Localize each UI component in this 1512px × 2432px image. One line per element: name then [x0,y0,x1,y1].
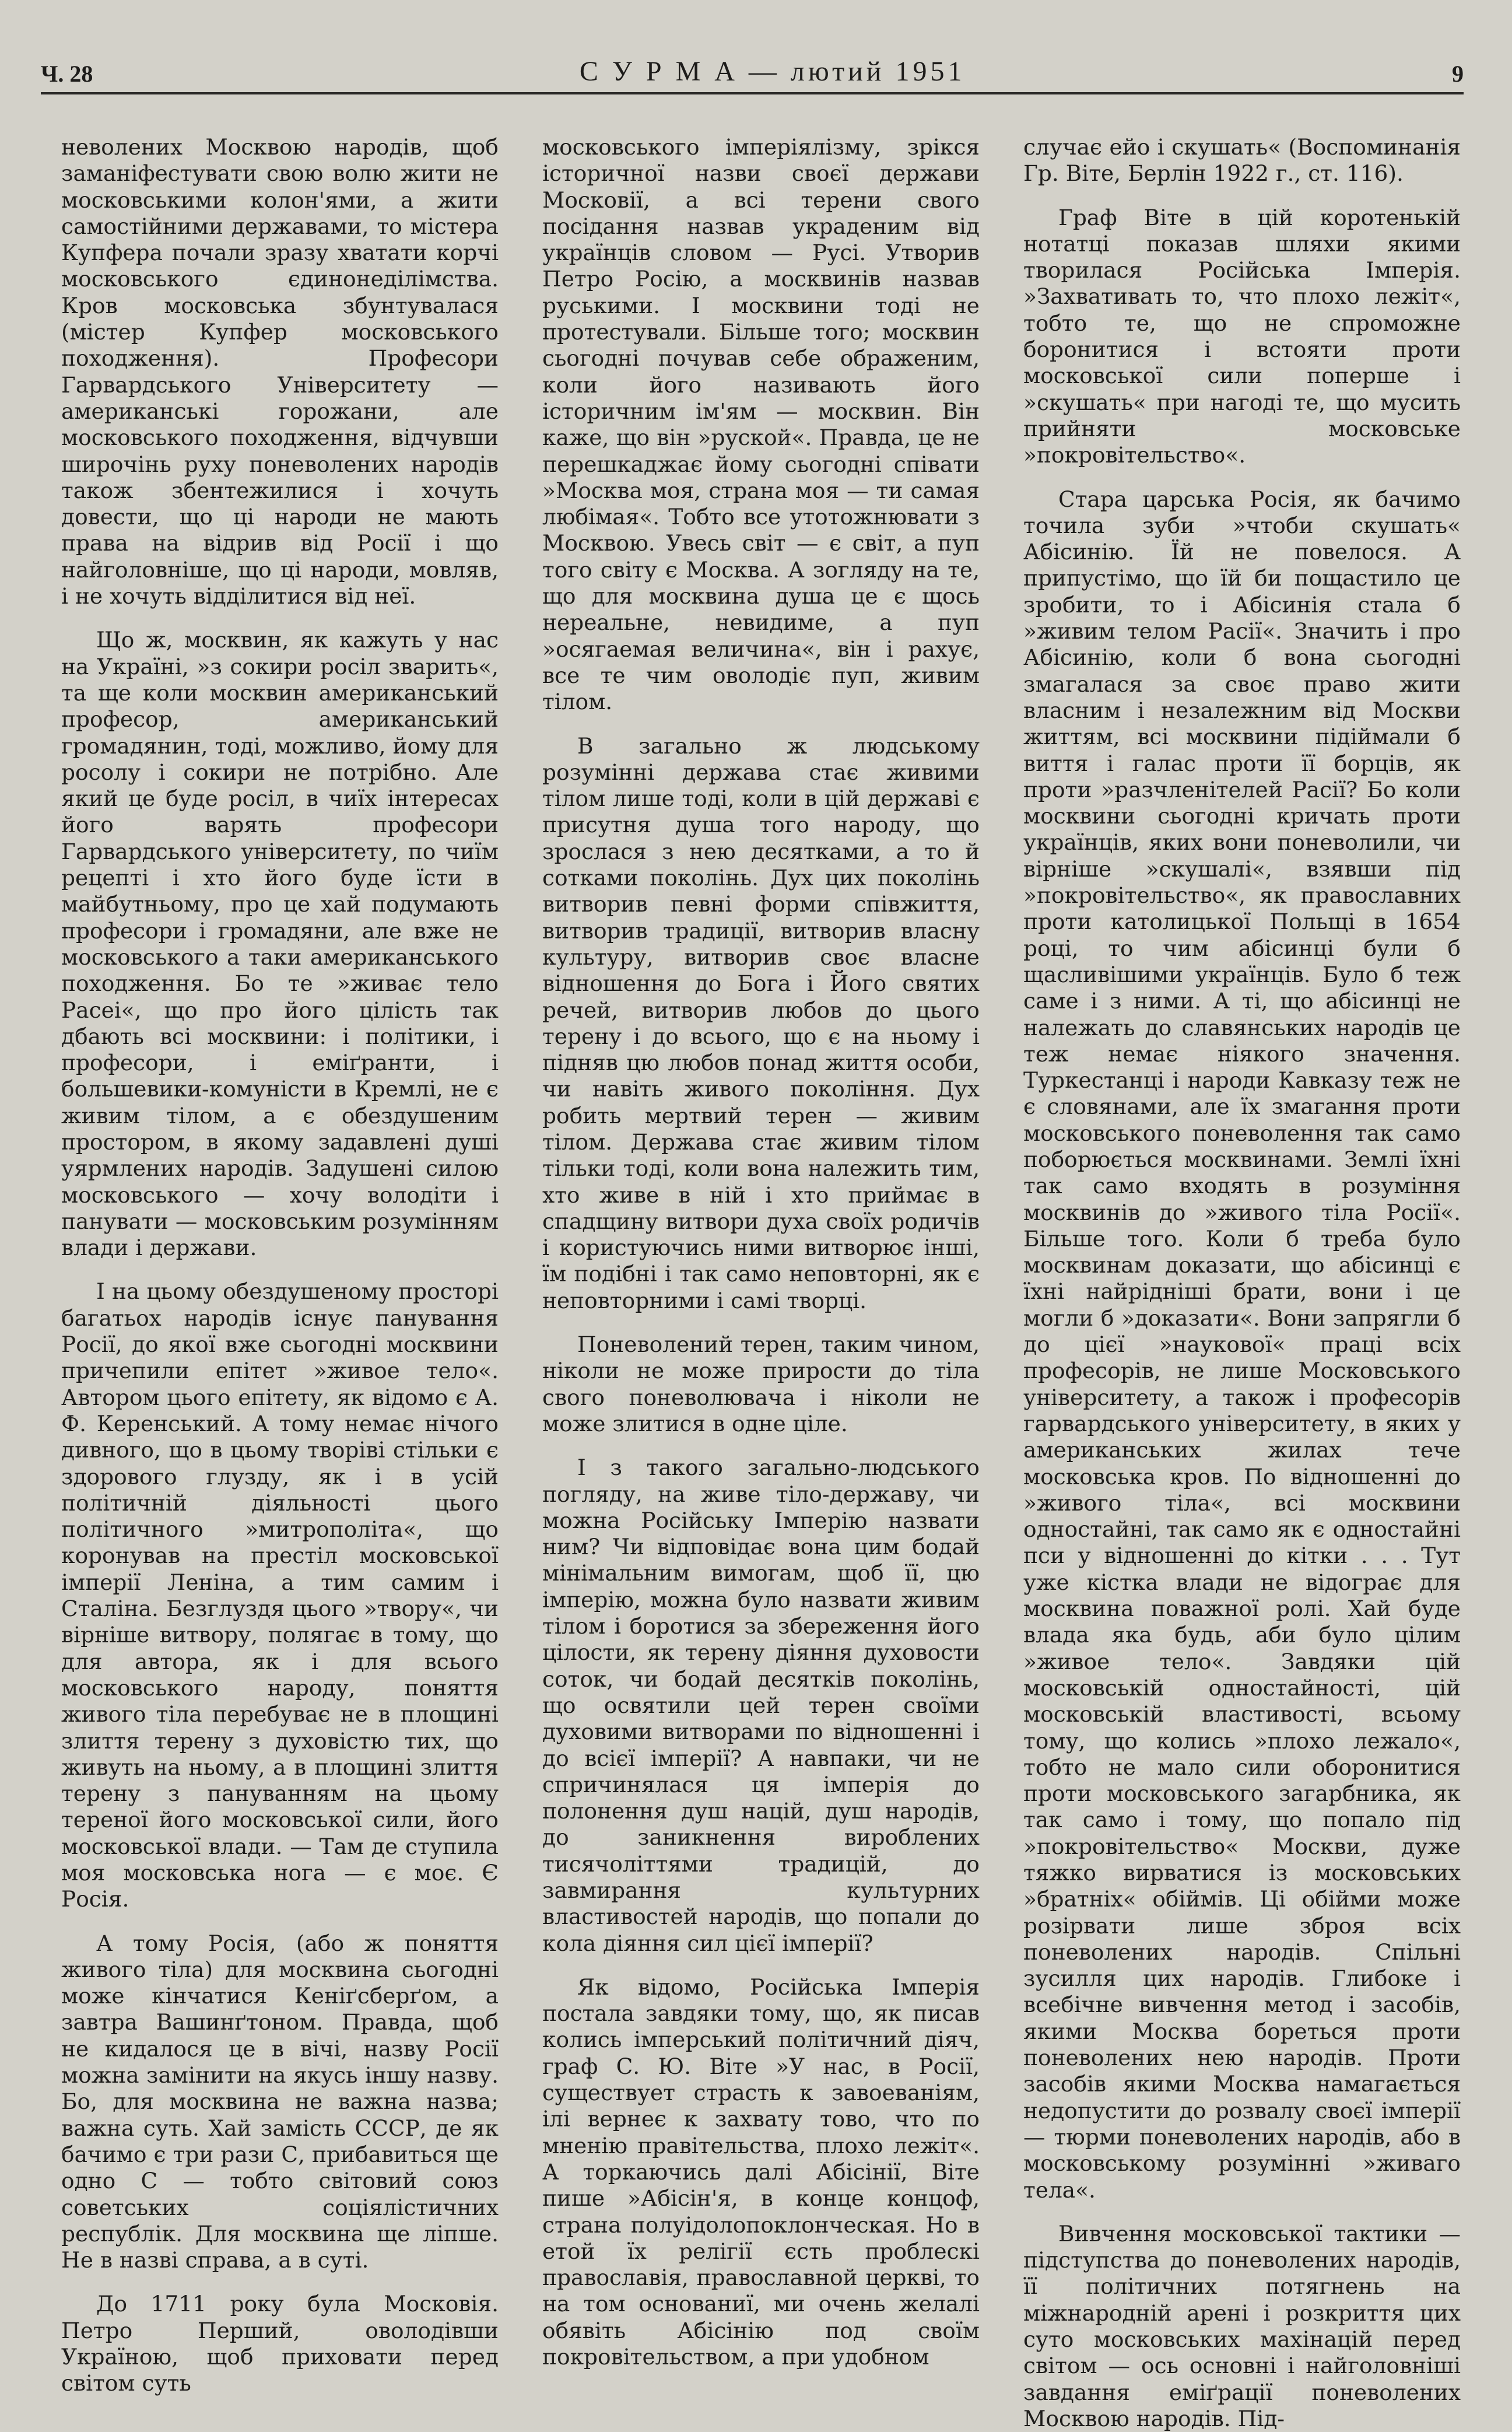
paragraph: неволених Москвою народів, щоб заманіфестувати свою волю жити не московськими колон'ями, а жити самостійними державами, то містера Купфера почали зразу хватати корчі московського єдинонеділімства. Кров московська збунтувалася (містер Купфер московського походження). Професори Гарвардського Університету — американські горожани, але московського походження, відчувши широчінь руху поневолених народів також збентежилися і хочуть довести, що ці народи не мають права на відрив від Росії і що найголовніше, що ці народи, мовляв, і не хочуть відділитися від неї. [61,134,499,609]
paragraph: Вивчення московської тактики — підступства до поневолених народів, її політичних потягнень на міжнародній арені і розкриття цих суто московських махінацій перед світом — ось основні і найголовніші завдання еміґрації поневолених Москвою народів. Під- [1023,2220,1461,2431]
page-part-number: Ч. 28 [41,61,93,87]
article-body [61,134,1461,2431]
paragraph: Стара царська Росія, як бачимо точила зуби »чтоби скушать« Абісинію. Їй не повелося. А припустімо, що їй би пощастило це зробити, то і Абісинія стала б »живим телом Расії«. Значить і про Абісинію, коли б вона сьогодні змагалася за своє право жити власним і незалежним від Москви життям, всі москвини підіймали б виття і галас проти її борців, як проти »разчленітелей Расії? Бо коли москвини сьогодні кричать проти українців, яких вони поневолили, чи вірніше »скушалі«, взявши під »покровітельство«, як православних проти католицької Польщі в 1654 році, то чим абісинці були б щасливішими українців. Було б теж саме і з ними. А ті, що абісинці не належать до славянських народів це теж немає ніякого значення. Туркестанці і народи Кавказу теж не є словянами, але їх змагання проти московського поневолення так само поборюється москвинами. Землі їхні так само входять в розуміння москвинів до »живого тіла Росії«. Більше того. Коли б треба було москвинам доказати, що абісинці є їхні найрідніші брати, вони і це могли б »доказати«. Вони запрягли б до цієї »наукової« праці всіх професорів, не лише Московського університету, а також і професорів гарвардського університету, в яких у американських жилах тече московська кров. По відношенні до »живого тіла«, всі москвини одностайні, так само як є одностайні пси у відношенні до кітки . . . Тут уже кістка влади не відограє для москвина поважної ролі. Хай буде влада яка будь, аби було цілим »живое тело«. Завдяки цій московській одностайності, цій московській властивості, всьому тому, що колись »плохо лежало«, тобто не мало сили оборонитися проти московського загарбника, як так само і тому, що попало під »покровітельство« Москви, дуже тяжко вирватися із московських »братніх« обіймів. Ці обійми може розірвати лише зброя всіх поневолених народів. Спільні зусилля цих народів. Глибоке і всебічне вивчення метод і засобів, якими Москва бореться проти поневолених нею народів. Проти засобів якими Москва намагається недопустити до розвалу своєї імперії — тюрми поневолених народів, або в московському розумінні »живаго тела«. [1023,486,1461,2203]
paragraph: А тому Росія, (або ж поняття живого тіла) для москвина сьогодні може кінчатися Кеніґсберґом, а завтра Вашинґтоном. Правда, щоб не кидалося це в вічі, назву Росії можна замінити на якусь іншу назву. Бо, для москвина не важна назва; важна суть. Хай замість СССР, де як бачимо є три рази С, прибавиться ще одно С — тобто світовий союз советських соціялістичних республік. Для москвина ще ліпше. Не в назві справа, а в суті. [61,1930,499,2273]
column-3 [1023,134,1461,2431]
page-number: 9 [1452,61,1464,87]
paragraph: Як відомо, Російська Імперія постала завдяки тому, що, як писав колись імперський політичний діяч, граф С. Ю. Віте »У нас, в Росії, существует страсть к завоеваніям, ілі вернеє к захвату тово, что по мненію правітельства, плохо лежіт«. А торкаючись далі Абісінії, Віте пише »Абісін'я, в конце концоф, страна полуідолопоклонческая. Но в етой їх релігії єсть проблескі православія, православной церкві, то на том основаниї, ми очень желалі обявіть Абісінію под своїм покровітельством, а при удобном [542,1974,980,2370]
paragraph: В загально ж людському розумінні держава стає живими тілом лише тоді, коли в цій державі є присутня душа того народу, що зрослася з нею десятками, а то й сотками поколінь. Дух цих поколінь витворив певні форми співжиття, витворив традиції, витворив власну культуру, витворив своє власне відношення до Бога і Його святих речей, витворив любов до цього терену і до всього, що є на ньому і підняв цю любов понад життя особи, чи навіть живого покоління. Дух робить мертвий терен — живим тілом. Держава стає живим тілом тільки тоді, коли вона належить тим, хто живе в ній і хто приймає в спадщину витвори духа своїх родичів і користуючись ними витворює інші, їм подібні і так само неповторні, як є неповторними і самі творці. [542,733,980,1313]
paragraph: І на цьому обездушеному просторі багатьох народів існує панування Росії, до якої вже сьогодні москвини причепили епітет »живое тело«. Автором цього епітету, як відомо є А. Ф. Керенський. А тому немає нічого дивного, що в цьому творіві стільки є здорового глузду, як і в усій політичній діяльності цього політичного »митрополіта«, що коронував на престіл московської імперії Леніна, а тим самим і Сталіна. Безглуздя цього »твору«, чи вірніше витвору, полягає в тому, що для автора, як і для всього московського народу, поняття живого тіла перебуває не в площині злиття терену з духовістю тих, що живуть на ньому, а в площині злиття терену з пануванням на цьому тереної його московської сили, його московської влади. — Там де ступила моя московська нога — є моє. Є Росія. [61,1278,499,1912]
masthead-title: С У Р М А — лютий 1951 [579,56,966,87]
paragraph: Граф Віте в цій коротенькій нотатці показав шляхи якими творилася Російська Імперія. »Захвативать то, что плохо лежіт«, тобто те, що не спроможне боронитися і встояти проти московської сили поперше і »скушать« при нагоді те, що мусить прийняти московське »покровітельство«. [1023,204,1461,468]
paragraph: случає ейо і скушать« (Воспоминанія Гр. Віте, Берлін 1922 г., ст. 116). [1023,134,1461,187]
paragraph: Що ж, москвин, як кажуть у нас на Україні, »з сокири росіл зварить«, та ще коли москвин американський професор, американський громадянин, тоді, можливо, йому для росолу і сокири не потрібно. Але який це буде росіл, в чиїх інтересах його варять професори Гарвардського університету, по чиїм рецепті і хто його буде їсти в майбутньому, про це хай подумають професори і громадяни, але вже не московського а таки американського походження. Бо те »живає тело Расеі«, що про його цілість так дбають всі москвини: і політики, і професори, і еміґранти, і большевики-комуністи в Кремлі, не є живим тілом, а є обездушеним простором, в якому задавлені душі уярмлених народів. Задушені силою московського — хочу володіти і панувати — московським розумінням влади і держави. [61,627,499,1261]
paragraph: І з такого загально-людського погляду, на живе тіло-державу, чи можна Російську Імперію назвати ним? Чи відповідає вона цим бодай мінімальним вимогам, щоб її, цю імперію, можна було назвати живим тілом і боротися за збереження його цілости, як терену діяння духовости соток, чи бодай десятків поколінь, що освятили цей терен своїми духовими витворами по відношенні і до всієї імперії? А навпаки, чи не спричинялася ця імперія до полонення душ націй, душ народів, до заникнення вироблених тисячоліттями традицій, до завмирання культурних властивостей народів, що попали до кола діяння сил цієї імперії? [542,1455,980,1956]
page-header [41,35,1464,94]
paragraph: До 1711 року була Московія. Петро Перший, оволодівши Україною, щоб приховати перед світом суть [61,2291,499,2396]
paragraph: Поневолений терен, таким чином, ніколи не може прирости до тіла свого поневолювача і ніколи не може злитися в одне ціле. [542,1331,980,1436]
column-2 [542,134,980,2370]
column-1 [61,134,499,2396]
paragraph: московського імперіялізму, зрікся історичної назви своєї держави Московії, а всі терени свого посідання назвав украденим від українців словом — Русі. Утворив Петро Росію, а москвинів назвав руськими. І москвини тоді не протестували. Більше того; москвин сьогодні почував себе ображеним, коли його називають його історичним ім'ям — москвин. Він каже, що він »руской«. Правда, це не перешкаджає йому сьогодні співати »Москва моя, страна моя — ти самая любімая«. Тобто все утотожнювати з Москвою. Увесь світ — є світ, а пуп того світу є Москва. А зогляду на те, що для москвина душа це є щось нереальне, невидиме, а пуп »осягаемая величина«, він і рахує, все те чим оволодіє пуп, живим тілом. [542,134,980,715]
